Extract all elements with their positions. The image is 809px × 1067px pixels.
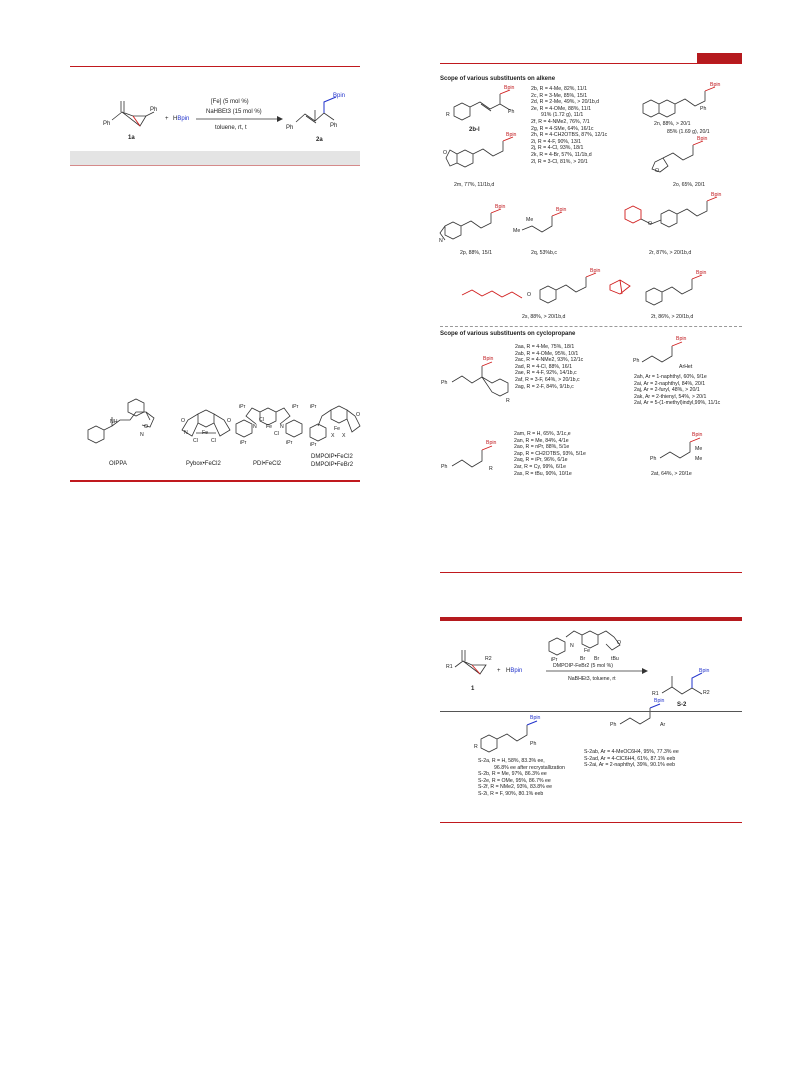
ligand-label-pdi: PDI•FeCl2 — [253, 461, 282, 467]
pdi-ipr: iPr — [292, 404, 299, 410]
2at-bpin: Bpin — [692, 432, 703, 438]
s3-n: N — [570, 643, 574, 649]
s3a-ph: Ph — [530, 741, 537, 747]
item-2n-a: 2n, 88%, > 20/1 — [654, 121, 691, 127]
s3b-ph: Ph — [610, 722, 617, 728]
2aa-ph: Ph — [441, 380, 448, 386]
sec1-r: R — [446, 112, 450, 118]
item-2p: 2p, 88%, 15/1 — [460, 250, 493, 256]
sec2-item: 2an, R = Me, 84%, 4/1e — [514, 437, 569, 444]
2m-bpin: Bpin — [506, 132, 517, 138]
condition-solvent: toluene, rt, t — [215, 125, 247, 131]
s3-fe: Fe — [584, 648, 591, 654]
sec1-item: 2i, R = 4-F, 90%, 13/1 — [531, 138, 582, 145]
2aa-r: R — [506, 398, 510, 404]
oip-x: X — [331, 433, 335, 439]
s3-ipr: iPr — [551, 657, 558, 663]
item-2r: 2r, 87%, > 20/1b,d — [649, 250, 692, 256]
s3-br: Br — [580, 656, 586, 662]
s3-item: S-2a, R = H, 58%, 83.3% ee, — [478, 758, 545, 764]
2at-me: Me — [695, 446, 703, 452]
s3-listA — [478, 758, 565, 798]
pdi-n: N — [280, 424, 284, 430]
sec1-item: 2b, R = 4-Me, 82%, 11/1 — [531, 86, 587, 92]
2s-bpin: Bpin — [590, 268, 601, 274]
s3-r2p: R2 — [703, 690, 710, 696]
2aa-bpin: Bpin — [483, 356, 494, 362]
sec2-item: 2as, R = tBu, 90%, 10/1e — [514, 470, 572, 477]
sec2-item: 2ai, Ar = 2-naphthyl, 84%, 20/1 — [634, 380, 706, 387]
s3-br: Br — [594, 656, 600, 662]
s3a-r: R — [474, 744, 478, 750]
scheme1-ph: Ph — [103, 121, 111, 127]
pdi-n: N — [253, 424, 257, 430]
pybox-cl: Cl — [211, 438, 216, 444]
item-2t: 2t, 86%, > 20/1b,d — [651, 314, 694, 320]
item-2m: 2m, 77%, 11/1b,d — [454, 182, 495, 188]
item-2o: 2o, 65%, 20/1 — [673, 182, 706, 188]
sec1-item: 2j, R = 4-Cl, 93%, 18/1 — [531, 145, 584, 152]
substrate-label: 1a — [128, 135, 135, 141]
item-2at: 2at, 64%, > 20/1e — [651, 471, 692, 477]
pdi-ipr: iPr — [286, 440, 293, 446]
s3-item: S-2ab, Ar = 4-MeOC6H4, 95%, 77.3% ee — [584, 749, 679, 755]
pybox-o: O — [227, 418, 232, 424]
s3-tbu: tBu — [611, 656, 619, 662]
scheme1-ph: Ph — [150, 107, 158, 113]
s3-product-label: S-2 — [677, 702, 687, 708]
2n-bpin: Bpin — [710, 82, 721, 88]
s3a-bpin: Bpin — [530, 715, 541, 721]
s3-hbpin: HBpin — [506, 668, 523, 674]
s3-r1p: R1 — [652, 691, 659, 697]
sec2-item: 2ag, R = 2-F, 84%, 9/1b,c — [515, 383, 574, 390]
2r-bpin: Bpin — [711, 192, 722, 198]
hbpin-reagent: HBpin — [173, 116, 190, 122]
item-2n-b: 85% (1.69 g), 20/1 — [667, 129, 710, 135]
s3-item: S-2f, R = NMe2, 93%, 83.8% ee — [478, 784, 552, 791]
sec2-item: 2ah, Ar = 1-naphthyl, 60%, 9/1e — [634, 374, 707, 380]
sec1-item: 2k, R = 4-Br, 57%, 11/1b,d — [531, 151, 592, 158]
sec2-item: 2ae, R = 4-F, 92%, 14/1b,c — [515, 370, 577, 377]
item-2s: 2s, 88%, > 20/1b,d — [522, 314, 566, 320]
2r-o: O — [648, 221, 653, 227]
sec1-item: 2d, R = 2-Me, 49%, > 20/1b,d — [531, 99, 600, 106]
s3-hbpin-bpin: Bpin — [510, 668, 523, 674]
2ah-bpin: Bpin — [676, 336, 687, 342]
plus-sign: + — [165, 116, 169, 122]
sec2-item: 2ab, R = 4-OMe, 95%, 10/1 — [515, 350, 579, 357]
oip-o: O — [356, 412, 361, 418]
sec2-item: 2aa, R = 4-Me, 75%, 18/1 — [515, 344, 575, 350]
2q-me: Me — [526, 217, 534, 223]
s3-conditions: NaBHEt3, toluene, rt — [568, 676, 616, 682]
s3b-ar: Ar — [660, 722, 666, 728]
oip-ipr: iPr — [310, 404, 317, 410]
s3-listB — [584, 749, 679, 769]
s3-item: S-2ad, Ar = 4-ClC6H4, 61%, 87.1% eeb — [584, 755, 676, 762]
sec2-item: 2ak, Ar = 2-thienyl, 54%, > 20/1 — [634, 393, 707, 400]
sec1-item: 2h, R = 4-CH2OTBS, 87%, 12/1c — [531, 132, 608, 139]
2t-bpin: Bpin — [696, 270, 707, 276]
2q-bpin: Bpin — [556, 207, 567, 213]
s3-item: S-2i, R = F, 90%, 80.1% eeb — [478, 790, 544, 797]
oip-ipr: iPr — [310, 442, 317, 448]
pybox-cl: Cl — [193, 438, 198, 444]
oip-fe: Fe — [334, 426, 341, 432]
sec1-ph: Ph — [508, 109, 515, 115]
pybox-n: N — [184, 430, 188, 436]
s3-item: S-2ai, Ar = 2-naphthyl, 39%, 90.1% eeb — [584, 762, 675, 769]
pdi-cl: Cl — [274, 431, 279, 437]
s3-divider — [440, 711, 742, 712]
ligand-label-oippa: OIPPA — [109, 461, 127, 467]
oippa-o: O — [144, 424, 149, 430]
s3-bottom-rule — [440, 822, 742, 823]
2at-me: Me — [695, 456, 703, 462]
sec1-title: Scope of various substituents on alkene — [440, 76, 556, 82]
sec1-item: 2g, R = 4-SMe, 64%, 16/1c — [531, 125, 594, 132]
sec2-item: 2aj, Ar = 2-furyl, 48%, > 20/1 — [634, 387, 700, 394]
s3-item: S-2e, R = OMe, 95%, 86.7% ee — [478, 777, 551, 784]
oip-x: X — [342, 433, 346, 439]
pdi-fe: Fe — [266, 424, 273, 430]
scheme1-ph: Ph — [330, 123, 338, 129]
s3-substrate-label: 1 — [471, 686, 475, 692]
2am-ph: Ph — [441, 464, 448, 470]
s3b-bpin: Bpin — [654, 698, 665, 704]
2o-o: O — [655, 168, 660, 174]
sec1-item: 2f, R = 4-NMe2, 76%, 7/1 — [531, 118, 590, 125]
sec2-item: 2al, Ar = 5-(1-methyl)indyl,99%, 11/1c — [634, 400, 721, 407]
sec2-title: Scope of various substituents on cyclopropane — [440, 331, 576, 337]
2s-o: O — [527, 292, 532, 298]
sec2-item: 2ap, R = CH2OTBS, 93%, 5/1e — [514, 450, 586, 457]
s3-item: S-2b, R = Me, 97%, 86.3% ee — [478, 771, 547, 778]
oippa-nh: NH — [110, 419, 118, 425]
product-label: 2a — [316, 137, 323, 143]
s3-o: O — [617, 640, 622, 646]
2o-bpin: Bpin — [697, 136, 708, 142]
sec2-item: 2ar, R = Cy, 99%, 6/1e — [514, 463, 566, 470]
2p-bpin: Bpin — [495, 204, 506, 210]
product-bpin: Bpin — [333, 93, 346, 99]
condition-catalyst: [Fe] (5 mol %) — [211, 99, 249, 105]
2ah-ar: ArHet — [679, 364, 693, 370]
sec1-item: 2e, R = 4-OMe, 88%, 11/1 — [531, 105, 592, 112]
pybox-fe: Fe — [202, 430, 209, 436]
2q-me: Me — [513, 228, 521, 234]
sec2-item: 2ao, R = nPr, 88%, 5/1e — [514, 444, 570, 451]
sec2-item: 2af, R = 3-F, 64%, > 20/1b,c — [515, 376, 580, 383]
s3-catalyst: DMPOIP-FeBr2 (5 mol %) — [553, 663, 613, 669]
condition-reductant: NaHBEt3 (15 mol %) — [206, 109, 262, 115]
pdi-ipr: iPr — [239, 404, 246, 410]
pdi-ipr: iPr — [240, 440, 247, 446]
hbpin-bpin: Bpin — [177, 116, 190, 122]
ligand-label-oip-febr2: DMPOIP•FeBr2 — [311, 462, 354, 468]
2m-o: O — [443, 150, 448, 156]
pybox-o: O — [181, 418, 186, 424]
sec2-item: 2ac, R = 4-NMe2, 93%, 12/1c — [515, 357, 584, 364]
sec2-item: 2ad, R = 4-Cl, 88%, 16/1 — [515, 363, 572, 370]
2ah-ph: Ph — [633, 358, 640, 364]
scheme1-ph: Ph — [286, 125, 294, 131]
2p-n: N — [439, 238, 443, 244]
s3-r2: R2 — [485, 656, 492, 662]
item-2q: 2q, 53%b,c — [531, 250, 557, 256]
ligand-label-pybox: Pybox•FeCl2 — [186, 461, 221, 467]
sec1-item: 2c, R = 3-Me, 85%, 15/1 — [531, 92, 588, 99]
s3-plus: + — [497, 668, 501, 674]
label-2b-l: 2b-l — [469, 127, 480, 133]
sec2-item: 2am, R = H, 65%, 3/1c,e — [514, 431, 571, 437]
oippa-n: N — [140, 432, 144, 438]
2at-ph: Ph — [650, 456, 657, 462]
2n-ph: Ph — [700, 106, 707, 112]
2am-r: R — [489, 466, 493, 472]
s3-product-bpin: Bpin — [699, 668, 710, 674]
sec1-bpin: Bpin — [504, 85, 515, 91]
sec1-item: 2l, R = 3-Cl, 81%, > 20/1 — [531, 158, 588, 165]
s3-item: 96.8% ee after recrystallization — [494, 764, 565, 771]
s3-r1: R1 — [446, 664, 453, 670]
sec1-item: 91% (1.72 g), 11/1 — [541, 112, 584, 119]
ligand-label-oip-fecl2: DMPOIP•FeCl2 — [311, 454, 353, 460]
sec2-item: 2aq, R = iPr, 96%, 6/1e — [514, 457, 568, 464]
2am-bpin: Bpin — [486, 440, 497, 446]
pdi-cl: Cl — [259, 417, 264, 423]
